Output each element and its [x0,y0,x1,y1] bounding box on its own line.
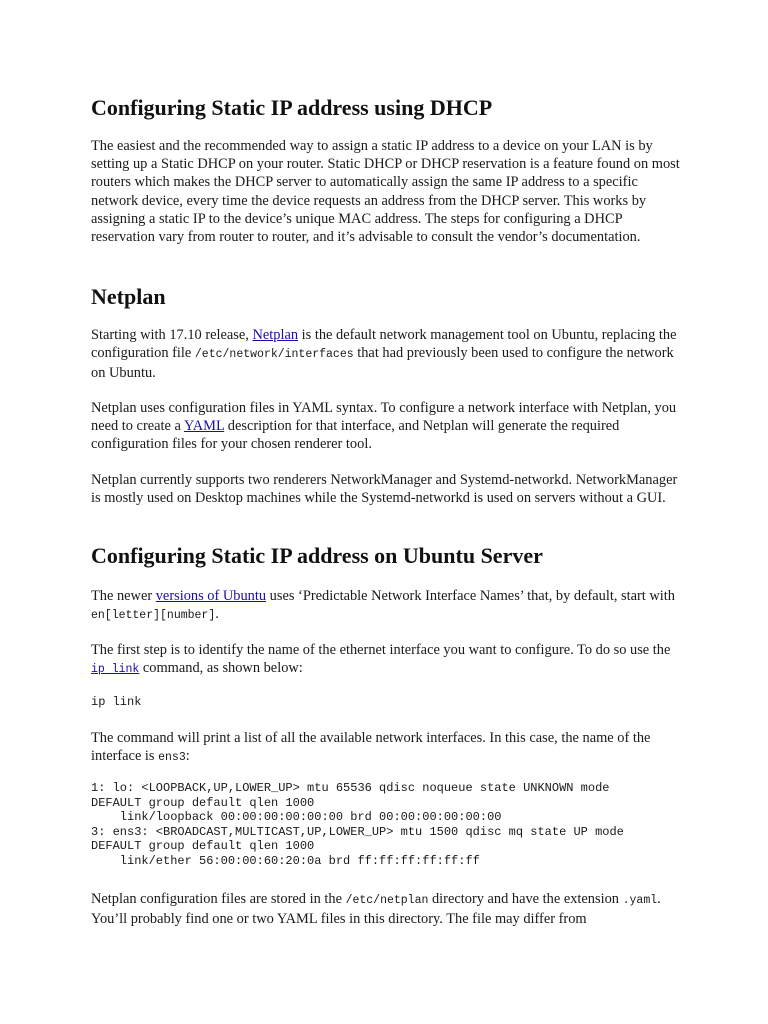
paragraph-netplan-files: Netplan configuration files are stored in the /etc/netplan directory and have the extension .yaml. You’ll probably find one or two YAML files in this directory. The file may differ from [91,891,661,928]
interface-pattern-code: en[letter][number] [91,609,216,623]
ip-link-output: 1: lo: <LOOPBACK,UP,LOWER_UP> mtu 65536 qdisc noqueue state UNKNOWN mode DEFAULT group default qlen 1000 link/loopback 00:00:00:00:00:00 brd 00:00:00:00:00:00 3: ens3: <BROADCAST,MULTICAST,UP,LOWER_UP> mtu 1500 qdisc mq state UP mode DEFAULT group default qlen 1000 link/ether 56:00:00:60:20:0a brd ff:ff:ff:ff:ff:ff [91,781,624,868]
heading-ubuntu-server: Configuring Static IP address on Ubuntu Server [91,543,543,568]
ip-link-command-link[interactable]: ip link [91,663,140,677]
yaml-link[interactable]: YAML [183,418,225,435]
netplan-link[interactable]: Netplan [252,327,299,343]
interfaces-path-code: /etc/network/interfaces [194,348,354,362]
versions-of-ubuntu-link[interactable]: versions of Ubuntu [155,588,267,604]
heading-netplan: Netplan [91,284,166,309]
paragraph-first-step: The first step is to identify the name of the ethernet interface you want to configure. To do so use the ip link command, as shown below: [91,642,671,677]
paragraph-netplan-intro: Starting with 17.10 release, Netplan is the default network management tool on Ubuntu, replacing the configuration file /etc/network/interfaces that had previously been used to configure the network on Ubuntu. [91,327,677,382]
paragraph-netplan-yaml: Netplan uses configuration files in YAML syntax. To configure a network interface with Netplan, you need to create a YAML description for that interface, and Netplan will generate the required configuration files for your chosen renderer tool. [91,400,677,453]
heading-static-ip-dhcp: Configuring Static IP address using DHCP [91,95,493,120]
yaml-ext-code: .yaml [622,894,658,907]
paragraph-dhcp: The easiest and the recommended way to assign a static IP address to a device on your LAN is by setting up a Static DHCP on your router. Static DHCP or DHCP reservation is a feature found on most routers which makes the DHCP server to automatically assign the same IP address to a specific network device, every time the device requests an address from the DHCP server. This works by assigning a static IP to the device’s unique MAC address. The steps for configuring a DHCP reservation vary from router to router, and it’s advisable to consult the vendor’s documentation. [91,138,680,246]
paragraph-command-output-intro: The command will print a list of all the available network interfaces. In this case, the name of the interface is ens3: [91,730,651,765]
paragraph-interface-names: The newer versions of Ubuntu uses ‘Predictable Network Interface Names’ that, by default, start with en[letter][number]. [91,588,675,623]
ip-link-command: ip link [91,695,142,709]
ens3-code: ens3 [158,751,186,765]
netplan-dir-code: /etc/netplan [345,894,429,907]
paragraph-netplan-renderers: Netplan currently supports two renderers NetworkManager and Systemd-networkd. NetworkManager is mostly used on Desktop machines while the Systemd-networkd is used on servers without a GUI. [91,472,678,507]
